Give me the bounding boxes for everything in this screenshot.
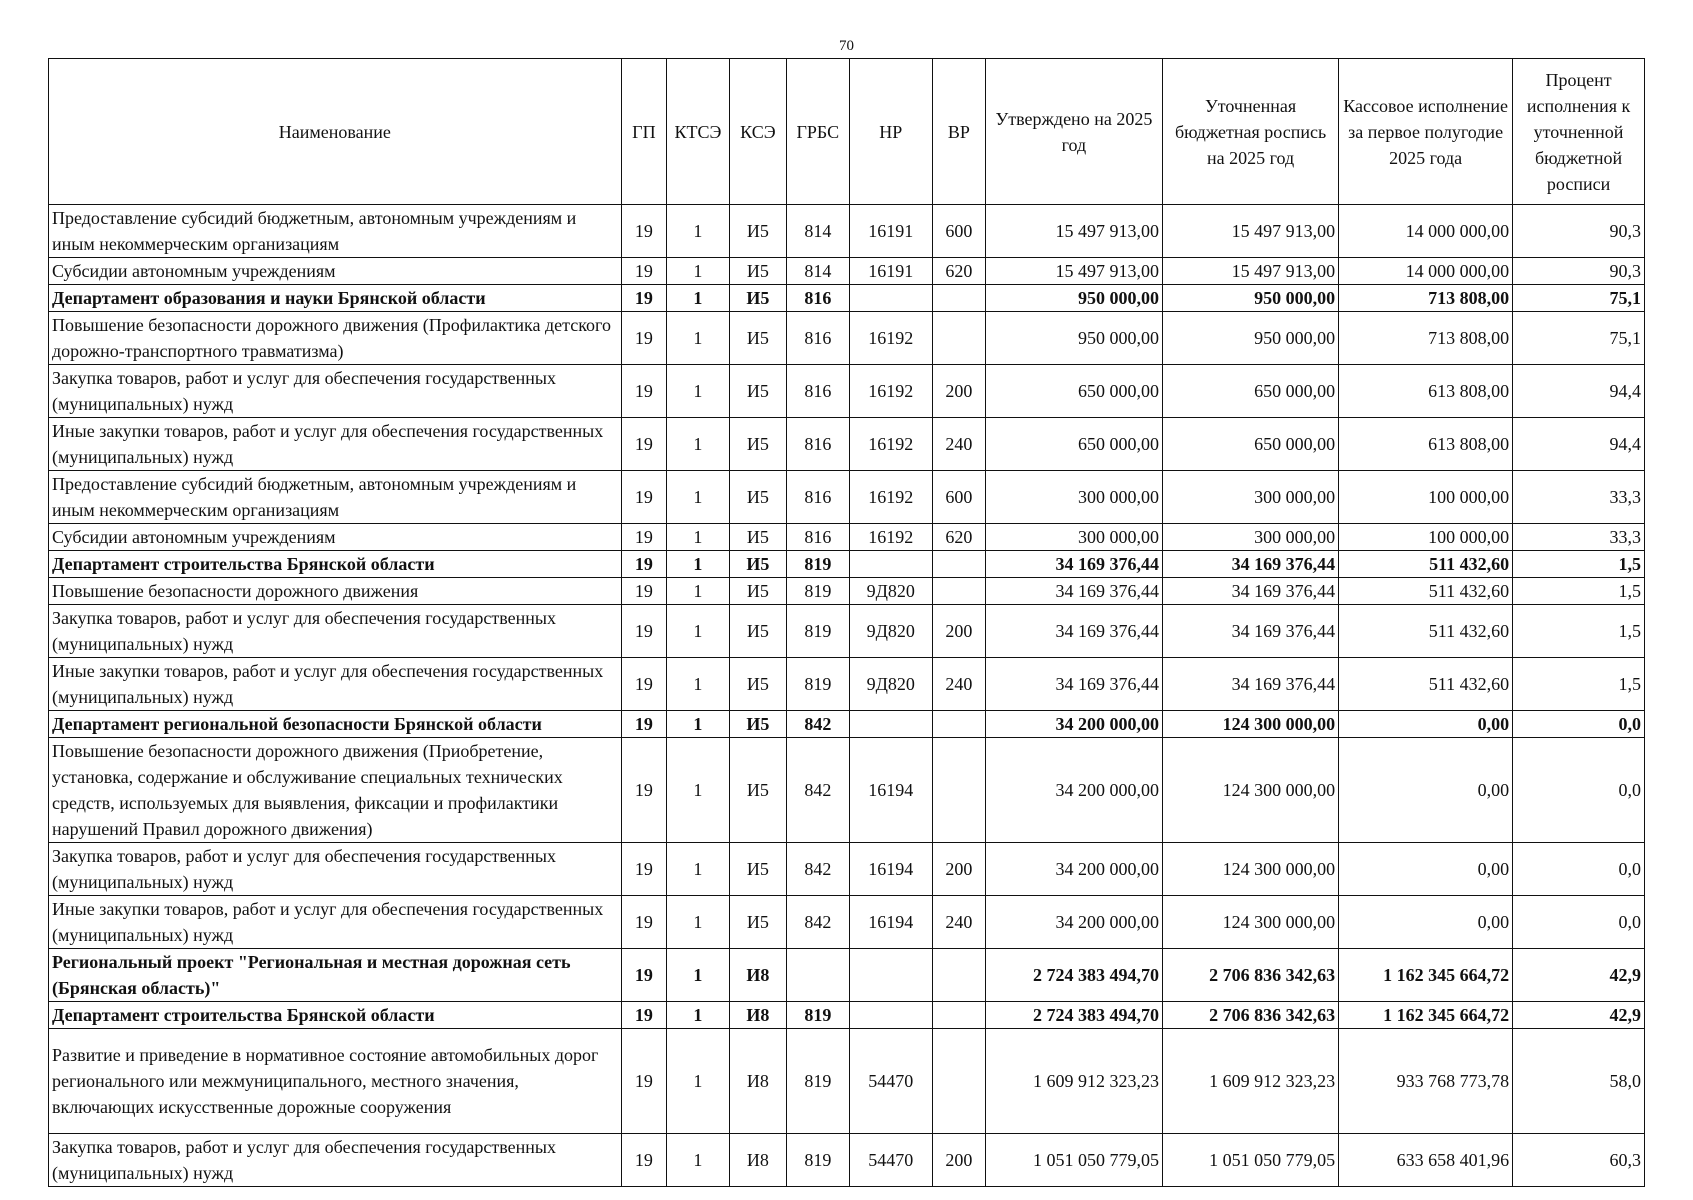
- cell-grbs: 819: [787, 1029, 850, 1134]
- cell-nr: 9Д820: [849, 578, 932, 605]
- cell-gp: 19: [621, 949, 666, 1002]
- header-kse: КСЭ: [729, 59, 786, 205]
- cell-ktse: 1: [667, 949, 730, 1002]
- cell-grbs: 819: [787, 658, 850, 711]
- cell-grbs: 816: [787, 312, 850, 365]
- cell-approved: 34 169 376,44: [985, 658, 1162, 711]
- cell-approved: 34 169 376,44: [985, 551, 1162, 578]
- cell-vr: 240: [932, 896, 985, 949]
- cell-name: Субсидии автономным учреждениям: [49, 524, 622, 551]
- cell-percent: 0,0: [1513, 738, 1645, 843]
- cell-ktse: 1: [667, 711, 730, 738]
- cell-ktse: 1: [667, 605, 730, 658]
- cell-name: Субсидии автономным учреждениям: [49, 258, 622, 285]
- cell-kse: И5: [729, 738, 786, 843]
- cell-name: Департамент региональной безопасности Брянской области: [49, 711, 622, 738]
- cell-grbs: 816: [787, 285, 850, 312]
- cell-approved: 34 200 000,00: [985, 896, 1162, 949]
- cell-kse: И8: [729, 1134, 786, 1187]
- cell-percent: 94,4: [1513, 365, 1645, 418]
- cell-percent: 58,0: [1513, 1029, 1645, 1134]
- cell-gp: 19: [621, 1134, 666, 1187]
- table-row: [49, 711, 1645, 738]
- cell-approved: 300 000,00: [985, 524, 1162, 551]
- cell-name: Региональный проект "Региональная и местная дорожная сеть (Брянская область)": [49, 949, 622, 1002]
- cell-refined: 300 000,00: [1163, 524, 1339, 551]
- cell-vr: [932, 285, 985, 312]
- cell-ktse: 1: [667, 258, 730, 285]
- cell-gp: 19: [621, 896, 666, 949]
- cell-percent: 1,5: [1513, 605, 1645, 658]
- cell-kse: И5: [729, 418, 786, 471]
- cell-name: Развитие и приведение в нормативное состояние автомобильных дорог регионального или межмуниципального, местного значения, включающих искусственные дорожные сооружения: [49, 1029, 622, 1134]
- cell-gp: 19: [621, 738, 666, 843]
- cell-nr: 16192: [849, 471, 932, 524]
- cell-vr: [932, 1029, 985, 1134]
- cell-refined: 15 497 913,00: [1163, 205, 1339, 258]
- cell-ktse: 1: [667, 658, 730, 711]
- cell-cash: 511 432,60: [1339, 658, 1513, 711]
- cell-cash: 14 000 000,00: [1339, 258, 1513, 285]
- table-row: [49, 1029, 1645, 1134]
- cell-cash: 0,00: [1339, 843, 1513, 896]
- cell-grbs: 819: [787, 578, 850, 605]
- cell-cash: 713 808,00: [1339, 312, 1513, 365]
- header-cash: Кассовое исполнение за первое полугодие 2025 года: [1339, 59, 1513, 205]
- page-number: 70: [839, 38, 854, 54]
- cell-name: Департамент строительства Брянской области: [49, 1002, 622, 1029]
- cell-gp: 19: [621, 658, 666, 711]
- table-row: [49, 658, 1645, 711]
- cell-ktse: 1: [667, 896, 730, 949]
- cell-cash: 0,00: [1339, 896, 1513, 949]
- cell-gp: 19: [621, 418, 666, 471]
- cell-cash: 0,00: [1339, 738, 1513, 843]
- cell-nr: 16191: [849, 258, 932, 285]
- cell-kse: И5: [729, 285, 786, 312]
- cell-gp: 19: [621, 1002, 666, 1029]
- cell-percent: 42,9: [1513, 949, 1645, 1002]
- cell-ktse: 1: [667, 524, 730, 551]
- table-row: [49, 365, 1645, 418]
- cell-nr: 16192: [849, 524, 932, 551]
- cell-grbs: 816: [787, 365, 850, 418]
- table-row: [49, 524, 1645, 551]
- cell-percent: 75,1: [1513, 312, 1645, 365]
- cell-nr: 16191: [849, 205, 932, 258]
- cell-grbs: 819: [787, 1134, 850, 1187]
- cell-gp: 19: [621, 365, 666, 418]
- cell-approved: 300 000,00: [985, 471, 1162, 524]
- cell-name: Повышение безопасности дорожного движения (Профилактика детского дорожно-транспортного травматизма): [49, 312, 622, 365]
- cell-gp: 19: [621, 605, 666, 658]
- cell-percent: 75,1: [1513, 285, 1645, 312]
- cell-percent: 90,3: [1513, 205, 1645, 258]
- cell-percent: 1,5: [1513, 658, 1645, 711]
- cell-refined: 650 000,00: [1163, 418, 1339, 471]
- cell-grbs: 842: [787, 896, 850, 949]
- cell-gp: 19: [621, 711, 666, 738]
- cell-nr: [849, 711, 932, 738]
- cell-cash: 1 162 345 664,72: [1339, 1002, 1513, 1029]
- cell-vr: 200: [932, 843, 985, 896]
- cell-percent: 0,0: [1513, 843, 1645, 896]
- cell-grbs: 819: [787, 1002, 850, 1029]
- cell-grbs: 816: [787, 418, 850, 471]
- cell-vr: 200: [932, 605, 985, 658]
- cell-gp: 19: [621, 551, 666, 578]
- cell-vr: 620: [932, 524, 985, 551]
- cell-ktse: 1: [667, 578, 730, 605]
- cell-gp: 19: [621, 312, 666, 365]
- cell-approved: 950 000,00: [985, 285, 1162, 312]
- cell-approved: 15 497 913,00: [985, 258, 1162, 285]
- cell-refined: 34 169 376,44: [1163, 551, 1339, 578]
- cell-grbs: 814: [787, 205, 850, 258]
- cell-percent: 0,0: [1513, 711, 1645, 738]
- header-name: Наименование: [49, 59, 622, 205]
- cell-nr: 16192: [849, 312, 932, 365]
- cell-refined: 950 000,00: [1163, 285, 1339, 312]
- cell-cash: 511 432,60: [1339, 578, 1513, 605]
- cell-refined: 15 497 913,00: [1163, 258, 1339, 285]
- cell-vr: [932, 312, 985, 365]
- cell-name: Закупка товаров, работ и услуг для обеспечения государственных (муниципальных) нужд: [49, 843, 622, 896]
- cell-ktse: 1: [667, 471, 730, 524]
- cell-kse: И5: [729, 365, 786, 418]
- header-grbs: ГРБС: [787, 59, 850, 205]
- cell-refined: 124 300 000,00: [1163, 738, 1339, 843]
- table-row: [49, 471, 1645, 524]
- cell-grbs: [787, 949, 850, 1002]
- cell-name: Иные закупки товаров, работ и услуг для обеспечения государственных (муниципальных) нужд: [49, 658, 622, 711]
- table-row: [49, 738, 1645, 843]
- cell-approved: 650 000,00: [985, 418, 1162, 471]
- cell-grbs: 842: [787, 738, 850, 843]
- cell-ktse: 1: [667, 551, 730, 578]
- cell-percent: 0,0: [1513, 896, 1645, 949]
- table-row: [49, 418, 1645, 471]
- cell-approved: 2 724 383 494,70: [985, 1002, 1162, 1029]
- header-ktse: КТСЭ: [667, 59, 730, 205]
- cell-vr: [932, 738, 985, 843]
- cell-vr: 600: [932, 471, 985, 524]
- cell-ktse: 1: [667, 365, 730, 418]
- cell-gp: 19: [621, 471, 666, 524]
- cell-ktse: 1: [667, 1002, 730, 1029]
- cell-kse: И5: [729, 312, 786, 365]
- table-row: [49, 551, 1645, 578]
- cell-name: Иные закупки товаров, работ и услуг для обеспечения государственных (муниципальных) нужд: [49, 418, 622, 471]
- table-row: [49, 949, 1645, 1002]
- cell-vr: 620: [932, 258, 985, 285]
- cell-cash: 933 768 773,78: [1339, 1029, 1513, 1134]
- cell-percent: 42,9: [1513, 1002, 1645, 1029]
- cell-nr: [849, 551, 932, 578]
- cell-name: Иные закупки товаров, работ и услуг для обеспечения государственных (муниципальных) нужд: [49, 896, 622, 949]
- cell-name: Департамент строительства Брянской области: [49, 551, 622, 578]
- cell-nr: 9Д820: [849, 658, 932, 711]
- cell-nr: 16192: [849, 365, 932, 418]
- cell-nr: 54470: [849, 1029, 932, 1134]
- cell-cash: 14 000 000,00: [1339, 205, 1513, 258]
- cell-approved: 34 200 000,00: [985, 711, 1162, 738]
- cell-cash: 100 000,00: [1339, 524, 1513, 551]
- cell-percent: 90,3: [1513, 258, 1645, 285]
- cell-percent: 94,4: [1513, 418, 1645, 471]
- cell-name: Повышение безопасности дорожного движения (Приобретение, установка, содержание и обслуживание специальных технических средств, используемых для выявления, фиксации и профилактики нарушений Правил дорожного движения): [49, 738, 622, 843]
- cell-kse: И5: [729, 896, 786, 949]
- cell-percent: 1,5: [1513, 578, 1645, 605]
- cell-gp: 19: [621, 1029, 666, 1134]
- cell-kse: И8: [729, 949, 786, 1002]
- cell-name: Предоставление субсидий бюджетным, автономным учреждениям и иным некоммерческим организациям: [49, 471, 622, 524]
- cell-refined: 124 300 000,00: [1163, 711, 1339, 738]
- cell-vr: 200: [932, 1134, 985, 1187]
- cell-nr: [849, 285, 932, 312]
- cell-kse: И5: [729, 205, 786, 258]
- cell-ktse: 1: [667, 738, 730, 843]
- cell-gp: 19: [621, 843, 666, 896]
- header-gp: ГП: [621, 59, 666, 205]
- cell-kse: И5: [729, 524, 786, 551]
- cell-name: Закупка товаров, работ и услуг для обеспечения государственных (муниципальных) нужд: [49, 365, 622, 418]
- cell-vr: [932, 949, 985, 1002]
- table-row: [49, 258, 1645, 285]
- header-approved: Утверждено на 2025 год: [985, 59, 1162, 205]
- cell-grbs: 842: [787, 843, 850, 896]
- cell-ktse: 1: [667, 843, 730, 896]
- cell-approved: 2 724 383 494,70: [985, 949, 1162, 1002]
- cell-vr: 240: [932, 658, 985, 711]
- cell-approved: 15 497 913,00: [985, 205, 1162, 258]
- cell-approved: 1 051 050 779,05: [985, 1134, 1162, 1187]
- cell-vr: [932, 551, 985, 578]
- cell-approved: 650 000,00: [985, 365, 1162, 418]
- cell-refined: 34 169 376,44: [1163, 578, 1339, 605]
- cell-grbs: 816: [787, 471, 850, 524]
- cell-refined: 950 000,00: [1163, 312, 1339, 365]
- table-row: [49, 843, 1645, 896]
- header-vr: ВР: [932, 59, 985, 205]
- cell-gp: 19: [621, 578, 666, 605]
- cell-vr: 240: [932, 418, 985, 471]
- cell-cash: 613 808,00: [1339, 418, 1513, 471]
- cell-cash: 713 808,00: [1339, 285, 1513, 312]
- cell-name: Закупка товаров, работ и услуг для обеспечения государственных (муниципальных) нужд: [49, 1134, 622, 1187]
- cell-ktse: 1: [667, 205, 730, 258]
- cell-nr: 54470: [849, 1134, 932, 1187]
- cell-ktse: 1: [667, 418, 730, 471]
- cell-percent: 1,5: [1513, 551, 1645, 578]
- cell-grbs: 819: [787, 551, 850, 578]
- cell-grbs: 819: [787, 605, 850, 658]
- cell-nr: 16194: [849, 843, 932, 896]
- cell-approved: 950 000,00: [985, 312, 1162, 365]
- cell-kse: И5: [729, 711, 786, 738]
- cell-kse: И8: [729, 1002, 786, 1029]
- cell-percent: 33,3: [1513, 471, 1645, 524]
- cell-gp: 19: [621, 285, 666, 312]
- cell-approved: 34 200 000,00: [985, 738, 1162, 843]
- cell-cash: 633 658 401,96: [1339, 1134, 1513, 1187]
- cell-ktse: 1: [667, 1029, 730, 1134]
- header-nr: НР: [849, 59, 932, 205]
- cell-refined: 300 000,00: [1163, 471, 1339, 524]
- cell-refined: 124 300 000,00: [1163, 843, 1339, 896]
- table-row: [49, 605, 1645, 658]
- cell-refined: 2 706 836 342,63: [1163, 949, 1339, 1002]
- cell-name: Закупка товаров, работ и услуг для обеспечения государственных (муниципальных) нужд: [49, 605, 622, 658]
- table-row: [49, 1134, 1645, 1187]
- cell-refined: 124 300 000,00: [1163, 896, 1339, 949]
- table-row: [49, 896, 1645, 949]
- cell-nr: [849, 949, 932, 1002]
- cell-cash: 511 432,60: [1339, 605, 1513, 658]
- cell-approved: 34 169 376,44: [985, 605, 1162, 658]
- table-row: [49, 285, 1645, 312]
- cell-gp: 19: [621, 205, 666, 258]
- cell-vr: 600: [932, 205, 985, 258]
- cell-kse: И5: [729, 551, 786, 578]
- cell-nr: 9Д820: [849, 605, 932, 658]
- cell-gp: 19: [621, 258, 666, 285]
- cell-cash: 1 162 345 664,72: [1339, 949, 1513, 1002]
- cell-kse: И5: [729, 578, 786, 605]
- header-row: [49, 59, 1645, 205]
- cell-cash: 511 432,60: [1339, 551, 1513, 578]
- cell-grbs: 814: [787, 258, 850, 285]
- header-refined: Уточненная бюджетная роспись на 2025 год: [1163, 59, 1339, 205]
- budget-execution-table: [48, 58, 1645, 1187]
- cell-refined: 650 000,00: [1163, 365, 1339, 418]
- header-percent: Процент исполнения к уточненной бюджетной росписи: [1513, 59, 1645, 205]
- cell-cash: 100 000,00: [1339, 471, 1513, 524]
- cell-vr: [932, 711, 985, 738]
- cell-cash: 0,00: [1339, 711, 1513, 738]
- cell-refined: 1 051 050 779,05: [1163, 1134, 1339, 1187]
- table-row: [49, 205, 1645, 258]
- cell-refined: 34 169 376,44: [1163, 658, 1339, 711]
- cell-name: Повышение безопасности дорожного движения: [49, 578, 622, 605]
- cell-grbs: 842: [787, 711, 850, 738]
- cell-kse: И8: [729, 1029, 786, 1134]
- cell-refined: 2 706 836 342,63: [1163, 1002, 1339, 1029]
- cell-gp: 19: [621, 524, 666, 551]
- cell-approved: 34 200 000,00: [985, 843, 1162, 896]
- cell-percent: 60,3: [1513, 1134, 1645, 1187]
- cell-nr: 16192: [849, 418, 932, 471]
- cell-kse: И5: [729, 843, 786, 896]
- cell-nr: 16194: [849, 738, 932, 843]
- cell-kse: И5: [729, 605, 786, 658]
- cell-grbs: 816: [787, 524, 850, 551]
- cell-refined: 34 169 376,44: [1163, 605, 1339, 658]
- cell-vr: [932, 578, 985, 605]
- cell-kse: И5: [729, 258, 786, 285]
- cell-approved: 1 609 912 323,23: [985, 1029, 1162, 1134]
- cell-name: Департамент образования и науки Брянской области: [49, 285, 622, 312]
- cell-name: Предоставление субсидий бюджетным, автономным учреждениям и иным некоммерческим организациям: [49, 205, 622, 258]
- table-row: [49, 578, 1645, 605]
- cell-refined: 1 609 912 323,23: [1163, 1029, 1339, 1134]
- cell-cash: 613 808,00: [1339, 365, 1513, 418]
- cell-ktse: 1: [667, 312, 730, 365]
- table-row: [49, 1002, 1645, 1029]
- cell-ktse: 1: [667, 1134, 730, 1187]
- cell-vr: [932, 1002, 985, 1029]
- table-row: [49, 312, 1645, 365]
- cell-nr: [849, 1002, 932, 1029]
- cell-kse: И5: [729, 658, 786, 711]
- cell-approved: 34 169 376,44: [985, 578, 1162, 605]
- cell-percent: 33,3: [1513, 524, 1645, 551]
- cell-nr: 16194: [849, 896, 932, 949]
- cell-kse: И5: [729, 471, 786, 524]
- cell-ktse: 1: [667, 285, 730, 312]
- cell-vr: 200: [932, 365, 985, 418]
